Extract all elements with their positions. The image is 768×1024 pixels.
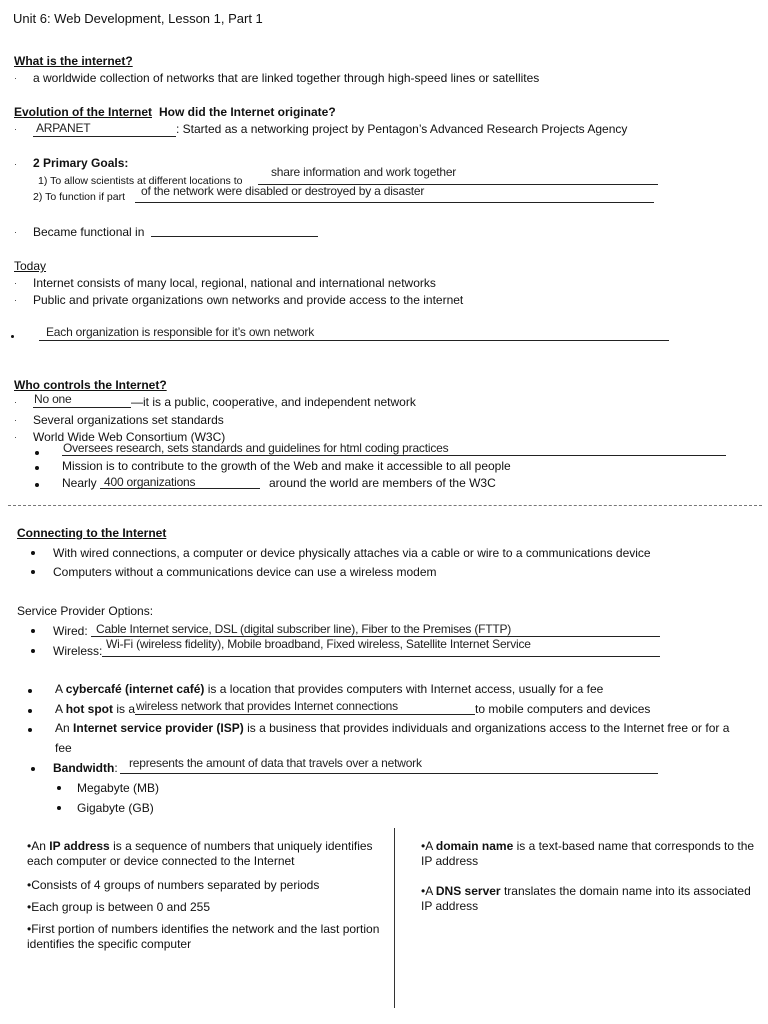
bullet-marker: ·: [14, 159, 17, 169]
dns-line-2b: IP address: [421, 899, 479, 913]
w3c-answer: Oversees research, sets standards and guidelines for html coding practices: [63, 441, 449, 455]
internet-definition: a worldwide collection of networks that are linked together through high-speed lines or satellites: [33, 71, 540, 85]
standards-text: Several organizations set standards: [33, 413, 224, 427]
evolution-heading: Evolution of the Internet: [14, 105, 152, 119]
today-item-1: Internet consists of many local, regional, national and international networks: [33, 276, 436, 290]
unit-megabyte: Megabyte (MB): [77, 781, 160, 795]
dns-line-1: •A domain name is a text-based name that corresponds to the: [421, 839, 755, 853]
bullet-dot: [31, 649, 35, 653]
bullet-marker: ·: [14, 124, 17, 134]
bullet-dot: [28, 728, 32, 732]
column-divider: [394, 828, 395, 1008]
today-item-2: Public and private organizations own networks and provide access to the internet: [33, 293, 464, 307]
origin-question: How did the Internet originate?: [159, 105, 336, 119]
internet-heading: What is the internet?: [14, 54, 133, 68]
controls-heading: Who controls the Internet?: [14, 378, 167, 392]
goal-1-answer: share information and work together: [271, 165, 457, 179]
ip-line-1b: each computer or device connected to the Internet: [27, 854, 295, 868]
ip-line-3: •Each group is between 0 and 255: [27, 900, 210, 914]
nearly-answer: 400 organizations: [104, 475, 196, 489]
w3c-mission: Mission is to contribute to the growth of the Web and make it accessible to all people: [62, 459, 511, 473]
bullet-dot: [11, 335, 14, 338]
bullet-marker: ·: [14, 397, 17, 407]
connecting-heading: Connecting to the Internet: [17, 526, 167, 540]
hotspot-suffix: to mobile computers and devices: [475, 702, 651, 716]
section-divider: [8, 505, 762, 506]
today-answer: Each organization is responsible for it’s own network: [46, 325, 314, 339]
goal-1-prefix: 1) To allow scientists at different locations to: [38, 175, 243, 187]
bullet-dot: [31, 767, 35, 771]
wireless-answer: Wi-Fi (wireless fidelity), Mobile broadband, Fixed wireless, Satellite Internet Service: [106, 637, 531, 651]
unit-gigabyte: Gigabyte (GB): [77, 801, 154, 815]
bullet-dot: [28, 709, 32, 713]
goal-2-answer: of the network were disabled or destroyed by a disaster: [141, 184, 425, 198]
goal-2-prefix: 2) To function if part: [33, 191, 126, 203]
wired-label: Wired:: [53, 624, 88, 638]
bandwidth-label: Bandwidth:: [53, 761, 118, 775]
bullet-marker: ·: [14, 73, 17, 83]
dns-line-1b: IP address: [421, 854, 479, 868]
no-one-text: —it is a public, cooperative, and independent network: [131, 395, 416, 409]
bullet-dot: [35, 483, 39, 487]
ip-line-2: •Consists of 4 groups of numbers separated by periods: [27, 878, 320, 892]
bullet-marker: ·: [14, 278, 17, 288]
isp-line: An Internet service provider (ISP) is a business that provides individuals and organizations access to the Internet free or for a: [55, 721, 730, 735]
bullet-dot: [28, 689, 32, 693]
bullet-marker: ·: [14, 432, 17, 442]
nearly-prefix: Nearly: [62, 476, 97, 490]
bullet-dot: [31, 551, 35, 555]
bullet-dot: [57, 786, 61, 790]
bullet-dot: [35, 451, 39, 455]
wireless-label: Wireless:: [53, 644, 103, 658]
connecting-item-1: With wired connections, a computer or device physically attaches via a cable or wire to a communications device: [53, 546, 651, 560]
providers-heading: Service Provider Options:: [17, 604, 154, 618]
functional-text: Became functional in: [33, 225, 145, 239]
ip-line-1: •An IP address is a sequence of numbers that uniquely identifies: [27, 839, 373, 853]
bullet-marker: ·: [14, 227, 17, 237]
bandwidth-answer: represents the amount of data that travels over a network: [129, 756, 422, 770]
hotspot-answer: wireless network that provides Internet connections: [136, 699, 398, 713]
ip-line-4: •First portion of numbers identifies the network and the last portion: [27, 922, 380, 936]
w3c-text: World Wide Web Consortium (W3C): [33, 430, 226, 444]
bullet-dot: [31, 570, 35, 574]
arpanet-answer: ARPANET: [36, 121, 91, 135]
bullet-dot: [35, 466, 39, 470]
bullet-marker: ·: [14, 295, 17, 305]
connecting-item-2: Computers without a communications device can use a wireless modem: [53, 565, 437, 579]
arpanet-text: : Started as a networking project by Pentagon’s Advanced Research Projects Agency: [176, 122, 628, 136]
page-title: Unit 6: Web Development, Lesson 1, Part 1: [13, 11, 263, 26]
wired-answer: Cable Internet service, DSL (digital subscriber line), Fiber to the Premises (FTTP): [96, 622, 512, 636]
dns-line-2: •A DNS server translates the domain name into its associated: [421, 884, 751, 898]
goals-heading: 2 Primary Goals:: [33, 156, 129, 170]
bullet-dot: [57, 806, 61, 810]
hotspot-prefix: A hot spot is a: [55, 702, 136, 716]
today-heading: Today: [14, 259, 47, 273]
nearly-suffix: around the world are members of the W3C: [269, 476, 496, 490]
no-one-answer: No one: [34, 392, 72, 406]
isp-line-2: fee: [55, 741, 72, 755]
bullet-marker: ·: [14, 415, 17, 425]
bullet-dot: [31, 629, 35, 633]
ip-line-4b: identifies the specific computer: [27, 937, 192, 951]
cybercafe-line: A cybercafé (internet café) is a location that provides computers with Internet access, usually for a fee: [55, 682, 604, 696]
